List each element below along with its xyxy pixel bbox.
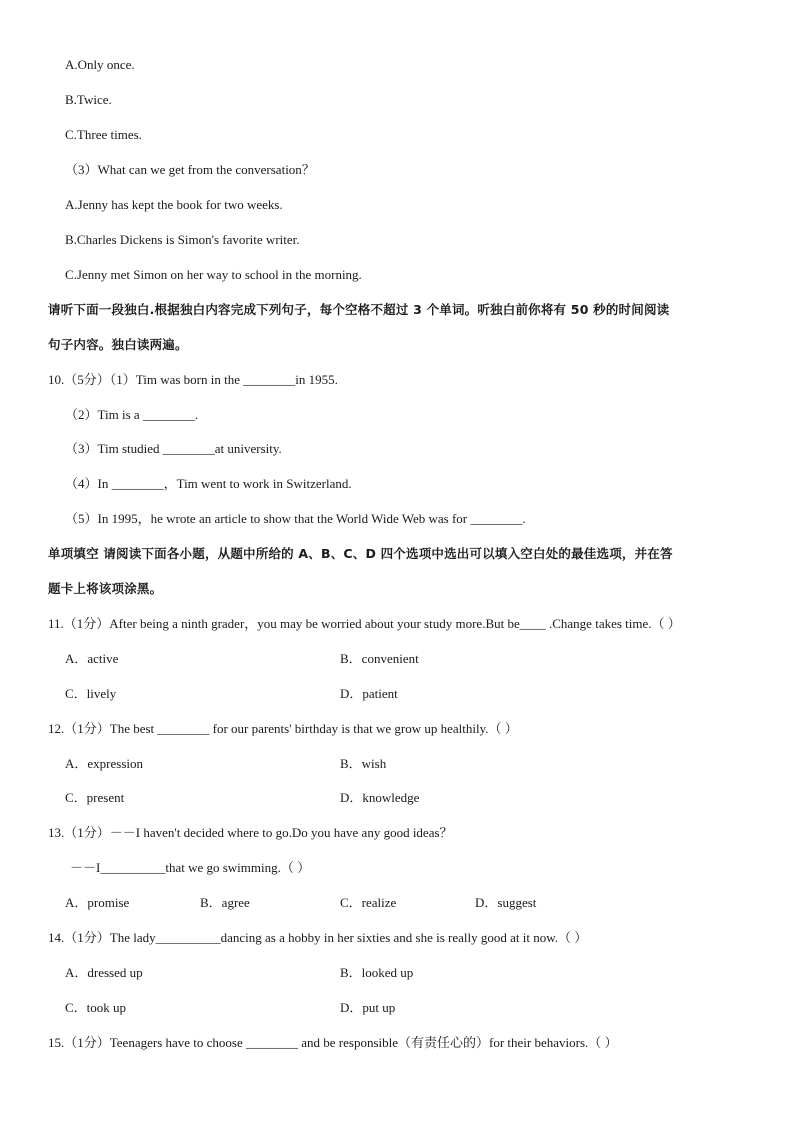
question-15-stem: 15.（1分）Teenagers have to choose ________ and be responsible（有责任心的）for their behaviors.（ ）	[48, 1035, 618, 1050]
option-c[interactable]: C．present	[65, 790, 125, 805]
option-a[interactable]: A．dressed up	[65, 965, 143, 980]
option-a[interactable]: A．expression	[65, 756, 143, 771]
option-c[interactable]: C．lively	[65, 686, 117, 701]
instruction-line: 单项填空 请阅读下面各小题，从题中所给的 A、B、C、D 四个选项中选出可以填入空白处的最佳选项，并在答	[48, 546, 673, 561]
option-c[interactable]: C．took up	[65, 1000, 127, 1015]
option-d[interactable]: D．suggest	[475, 895, 537, 910]
option-d[interactable]: D．knowledge	[340, 790, 420, 805]
option-a[interactable]: A．promise	[65, 895, 130, 910]
option-line: B.Charles Dickens is Simon's favorite writer.	[65, 232, 300, 247]
instruction-line: 句子内容。独白读两遍。	[48, 337, 188, 352]
option-line: C.Three times.	[65, 127, 142, 142]
question-13-stem: 13.（1分）－－I haven't decided where to go.Do you have any good ideas？	[48, 825, 453, 840]
question-10-line: （4）In ________，Tim went to work in Switzerland.	[65, 476, 352, 491]
question-10-line: （5）In 1995，he wrote an article to show that the World Wide Web was for ________.	[65, 511, 526, 526]
option-a[interactable]: A．active	[65, 651, 119, 666]
question-11-stem: 11.（1分）After being a ninth grader，you may be worried about your study more.But be____ .Change takes time.（ ）	[48, 616, 681, 631]
question-line: （3）What can we get from the conversation？	[65, 162, 315, 177]
option-line: B.Twice.	[65, 92, 112, 107]
option-b[interactable]: B．looked up	[340, 965, 414, 980]
question-14-stem: 14.（1分）The lady__________dancing as a hobby in her sixties and she is really good at it now.（ ）	[48, 930, 588, 945]
option-d[interactable]: D．patient	[340, 686, 398, 701]
option-b[interactable]: B．wish	[340, 756, 387, 771]
option-c[interactable]: C．realize	[340, 895, 397, 910]
instruction-line: 请听下面一段独白.根据独白内容完成下列句子，每个空格不超过 3 个单词。听独白前你将有 50 秒的时间阅读	[48, 302, 670, 317]
option-d[interactable]: D．put up	[340, 1000, 396, 1015]
question-10-line: （2）Tim is a ________.	[65, 407, 199, 422]
instruction-line: 题卡上将该项涂黑。	[48, 581, 163, 596]
option-b[interactable]: B．convenient	[340, 651, 419, 666]
option-b[interactable]: B．agree	[200, 895, 250, 910]
option-line: A.Jenny has kept the book for two weeks.	[65, 197, 283, 212]
question-10-line: （3）Tim studied ________at university.	[65, 441, 282, 456]
question-12-stem: 12.（1分）The best ________ for our parents' birthday is that we grow up healthily.（ ）	[48, 721, 518, 736]
question-10-line: 10.（5分）（1）Tim was born in the ________in 1955.	[48, 372, 338, 387]
option-line: A.Only once.	[65, 57, 135, 72]
question-13-stem-2: －－I__________that we go swimming.（ ）	[70, 860, 311, 875]
option-line: C.Jenny met Simon on her way to school in the morning.	[65, 267, 362, 282]
